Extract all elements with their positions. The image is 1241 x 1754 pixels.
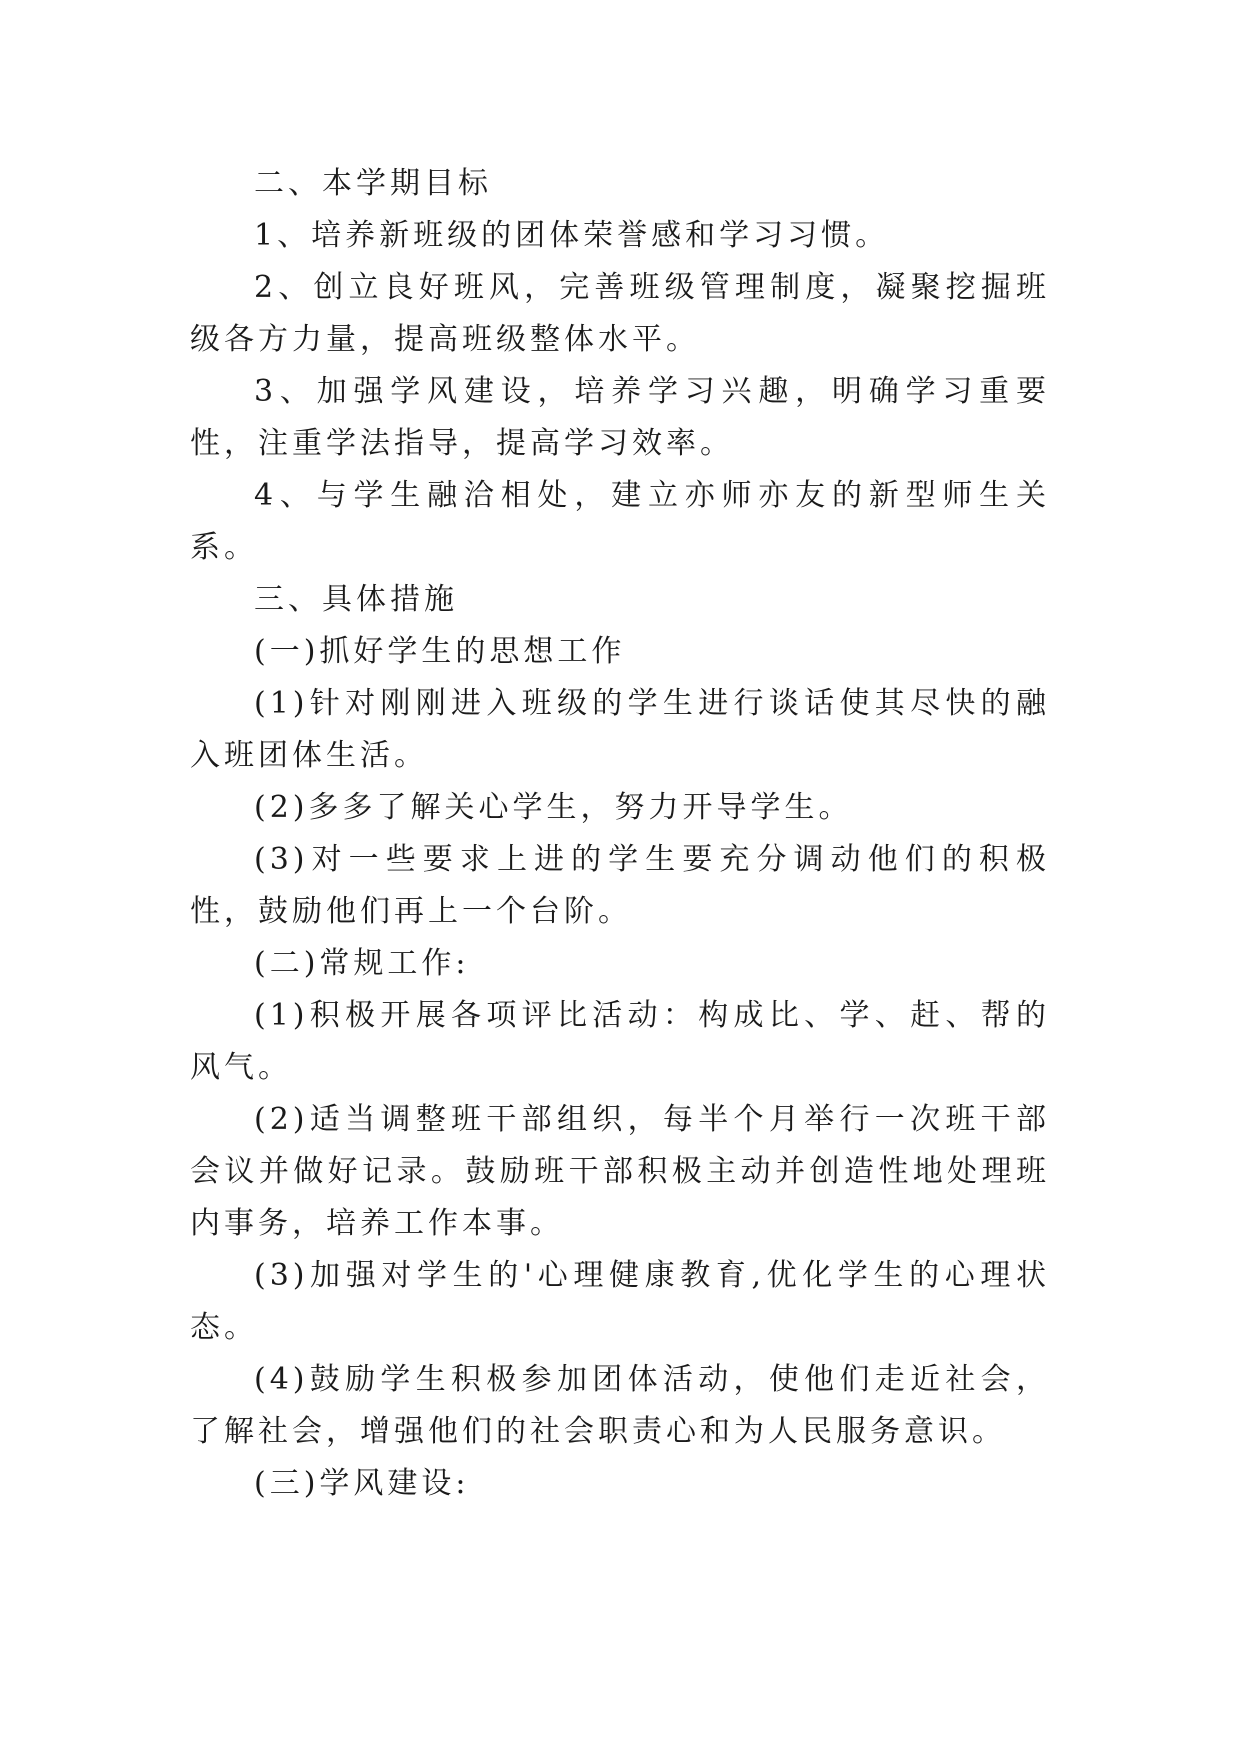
paragraph: (3)加强对学生的'心理健康教育,优化学生的心理状态。 [190,1258,1050,1345]
paragraph: 2、创立良好班风，完善班级管理制度，凝聚挖掘班级各方力量，提高班级整体水平。 [190,270,1050,357]
section-heading: 二、本学期目标 [254,166,492,201]
paragraph: (4)鼓励学生积极参加团体活动，使他们走近社会，了解社会，增强他们的社会职责心和为人民服务意识。 [190,1362,1050,1449]
paragraph: (2)多多了解关心学生，努力开导学生。 [254,790,853,825]
subsection-heading: (二)常规工作: [254,946,470,981]
subsection-heading: (一)抓好学生的思想工作 [254,634,626,669]
paragraph: (1)针对刚刚进入班级的学生进行谈话使其尽快的融入班团体生活。 [190,686,1050,773]
paragraph: 1、培养新班级的团体荣誉感和学习习惯。 [254,218,890,253]
section-heading: 三、具体措施 [254,582,458,617]
paragraph: (1)积极开展各项评比活动：构成比、学、赶、帮的风气。 [190,998,1050,1085]
paragraph: 3、加强学风建设，培养学习兴趣，明确学习重要性，注重学法指导，提高学习效率。 [190,374,1050,461]
subsection-heading: (三)学风建设: [254,1466,470,1501]
paragraph: (3)对一些要求上进的学生要充分调动他们的积极性，鼓励他们再上一个台阶。 [190,842,1050,929]
document-body [190,158,1050,1510]
paragraph: 4、与学生融洽相处，建立亦师亦友的新型师生关系。 [190,478,1050,565]
paragraph: (2)适当调整班干部组织，每半个月举行一次班干部会议并做好记录。鼓励班干部积极主动并创造性地处理班内事务，培养工作本事。 [190,1102,1050,1241]
